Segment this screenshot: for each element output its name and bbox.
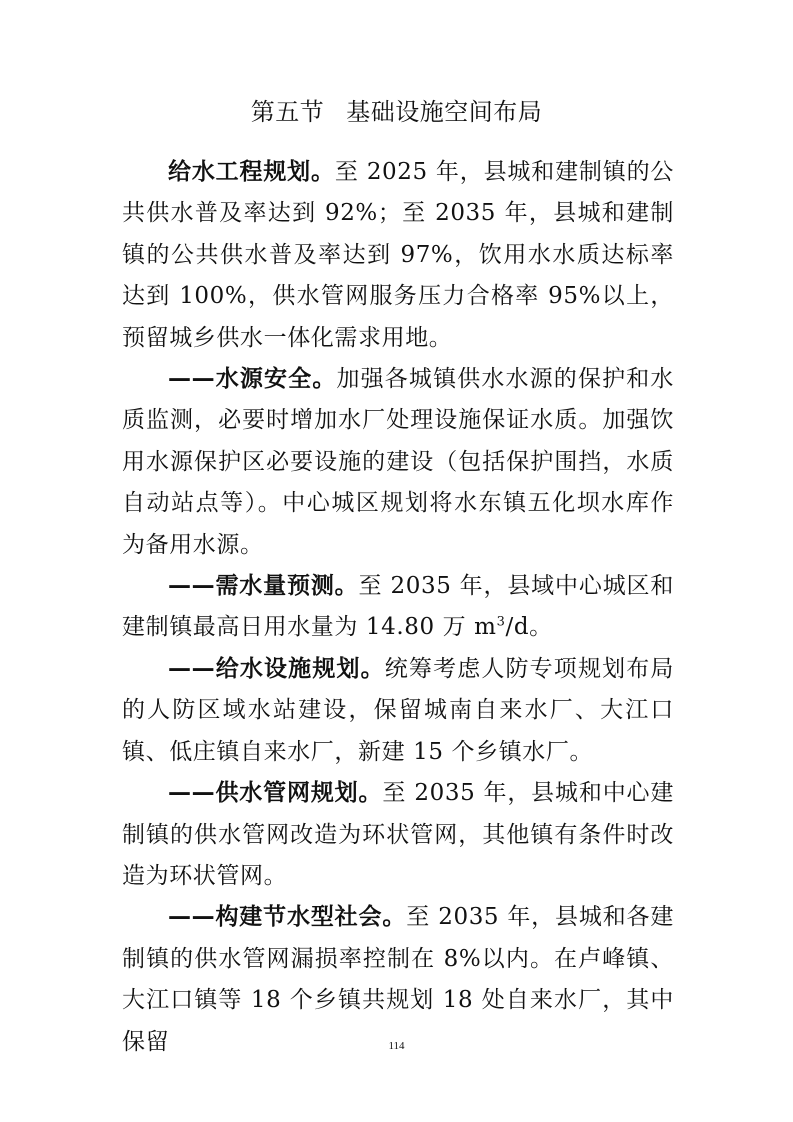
paragraph-lead: ——水源安全。 — [168, 366, 337, 393]
section-number: 第五节 — [250, 98, 325, 126]
paragraph-text: 至 2035 年，县城和中心建制镇的供水管网改造为环状管网，其他镇有条件时改造为环状管网。 — [122, 780, 674, 889]
body-text — [122, 152, 674, 1063]
page-number: 114 — [388, 1040, 405, 1052]
section-heading — [0, 94, 793, 130]
paragraph-lead: ——给水设施规划。 — [168, 655, 385, 682]
paragraph-lead: ——供水管网规划。 — [168, 780, 383, 807]
paragraph-text-tail: /d。 — [505, 614, 553, 641]
paragraph-lead: 给水工程规划。 — [168, 159, 335, 185]
paragraph-text: 统筹考虑人防专项规划布局的人防区域水站建设，保留城南自来水厂、大江口镇、低庄镇自来水厂，新建 15 个乡镇水厂。 — [122, 655, 674, 765]
paragraph-pipe-network-plan — [122, 773, 674, 897]
paragraph-text: 加强各城镇供水水源的保护和水质监测，必要时增加水厂处理设施保证水质。加强饮用水源保护区必要设施的建设（包括保护围挡，水质自动站点等）。中心城区规划将水东镇五化坝水库作为备用水源。 — [122, 366, 674, 558]
paragraph-text: 至 2025 年，县城和建制镇的公共供水普及率达到 92%；至 2035 年，县城和建制镇的公共供水普及率达到 97%，饮用水水质达标率达到 100%，供水管网服务压力合格率 95%以上，预留城乡供水一体化需求用地。 — [122, 159, 675, 351]
paragraph-lead: ——需水量预测。 — [168, 573, 359, 600]
paragraph-water-supply-plan — [122, 152, 674, 359]
paragraph-text: 至 2035 年，县城和各建制镇的供水管网漏损率控制在 8%以内。在卢峰镇、大江口镇等 18 个乡镇共规划 18 处自来水厂，其中保留 — [122, 904, 674, 1055]
paragraph-lead: ——构建节水型社会。 — [168, 904, 407, 931]
paragraph-text: 至 2035 年，县域中心城区和建制镇最高日用水量为 14.80 万 m — [122, 573, 674, 641]
superscript: 3 — [496, 614, 506, 630]
paragraph-water-source-safety — [122, 359, 674, 566]
paragraph-water-facility-plan — [122, 649, 674, 773]
section-title: 基础设施空间布局 — [346, 98, 543, 126]
paragraph-water-demand-forecast — [122, 566, 674, 649]
paragraph-water-saving-society — [122, 897, 674, 1063]
